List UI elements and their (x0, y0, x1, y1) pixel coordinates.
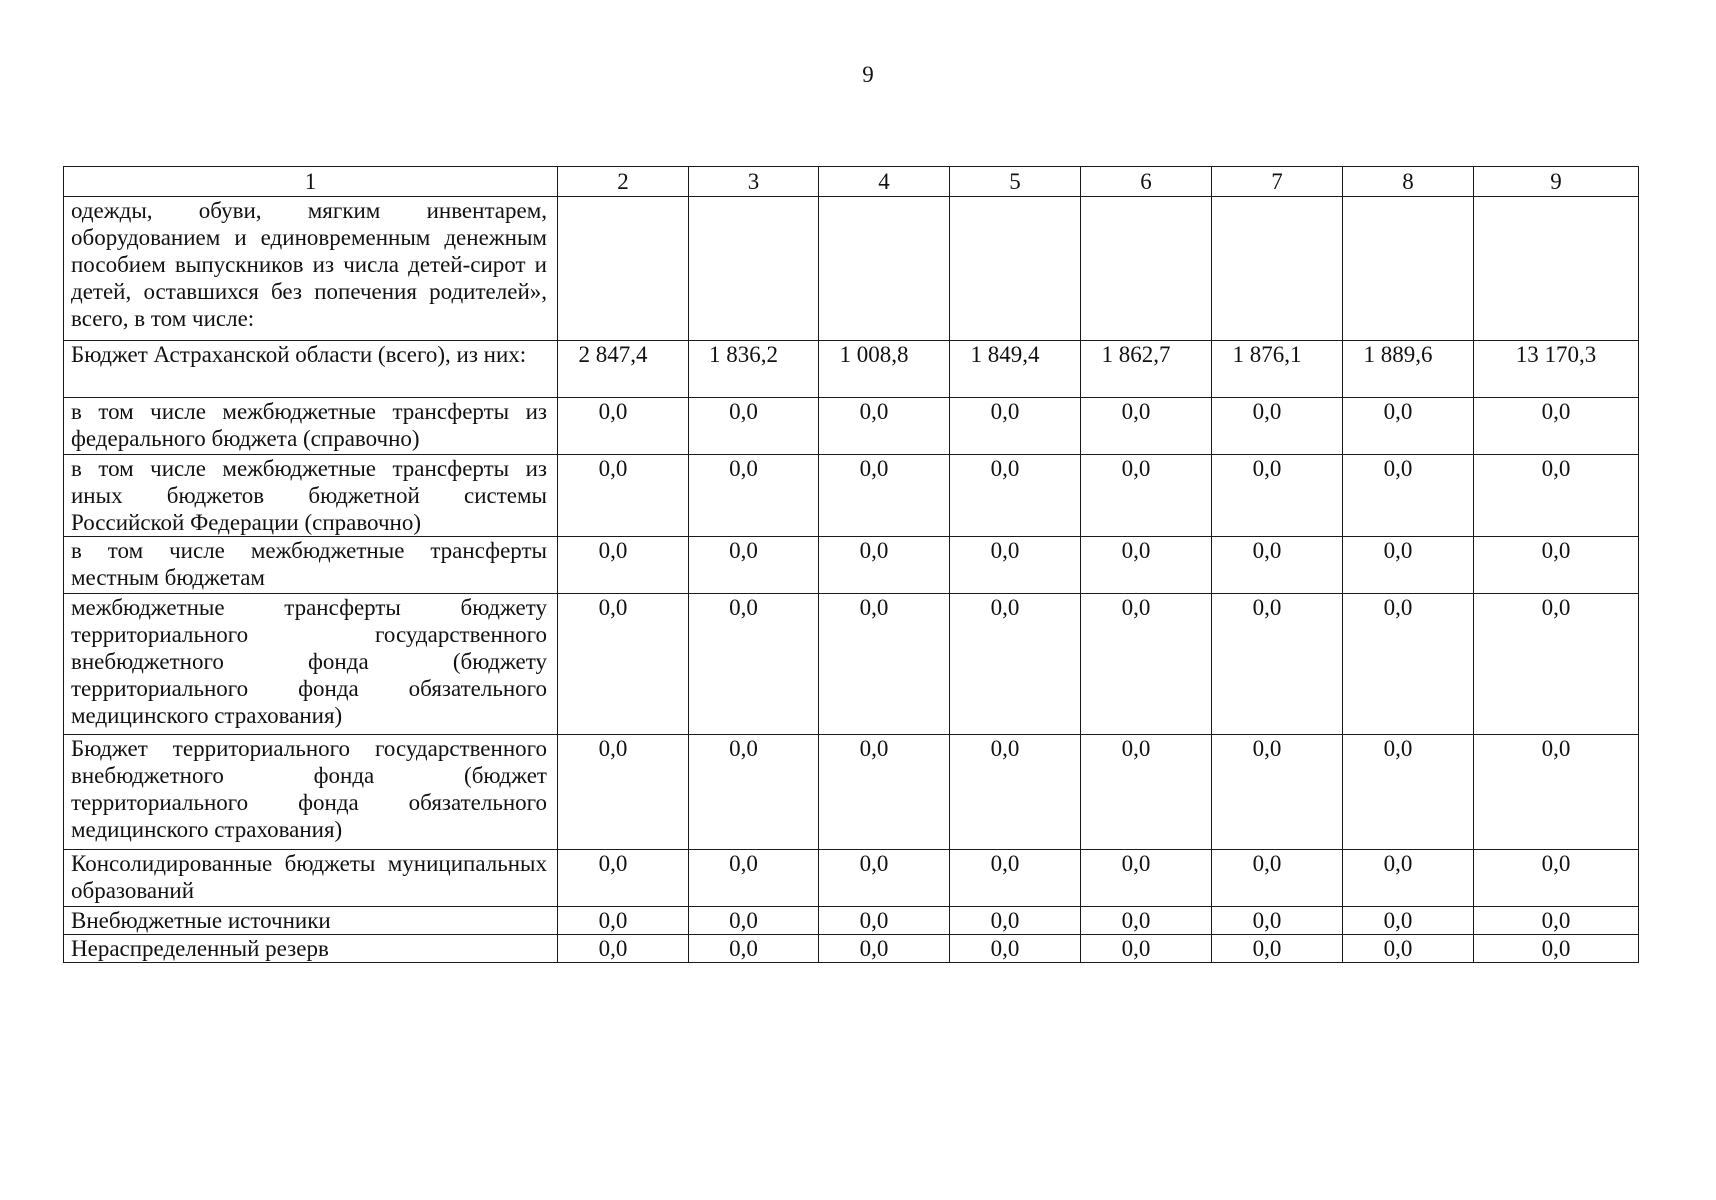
cell-value: 0,0 (990, 595, 1020, 620)
cell-value: 0,0 (598, 936, 628, 961)
cell-value: 0,0 (1541, 456, 1571, 481)
value-cell (689, 735, 819, 850)
cell-value: 0,0 (859, 595, 889, 620)
value-cell (558, 907, 689, 935)
value-cell (1081, 455, 1212, 537)
value-cell (950, 907, 1081, 935)
value-cell (950, 735, 1081, 850)
value-cell (819, 850, 950, 907)
cell-value: 0,0 (990, 851, 1020, 876)
column-number-header: 1 (64, 167, 558, 197)
cell-value: 0,0 (1541, 936, 1571, 961)
value-cell (1343, 594, 1474, 735)
cell-value: 0,0 (598, 851, 628, 876)
value-cell (1212, 907, 1343, 935)
value-cell (558, 398, 689, 455)
cell-value: 0,0 (990, 908, 1020, 933)
value-cell (1474, 935, 1639, 963)
value-cell (1212, 935, 1343, 963)
value-cell (558, 735, 689, 850)
page-number: 9 (862, 62, 874, 87)
cell-value: 0,0 (859, 399, 889, 424)
value-cell (1474, 594, 1639, 735)
column-number-header: 6 (1081, 167, 1212, 197)
row-label: одежды, обуви, мягким инвентарем, оборудованием и единовременным денежным пособием выпускников из числа детей-сирот и детей, оставшихся без попечения родителей», всего, в том числе: (64, 197, 558, 341)
value-cell (819, 341, 950, 398)
value-cell (1212, 341, 1343, 398)
value-cell (689, 935, 819, 963)
cell-value: 0,0 (598, 456, 628, 481)
cell-value: 1 889,6 (1363, 342, 1433, 367)
cell-value: 0,0 (729, 908, 758, 933)
value-cell (1343, 935, 1474, 963)
value-cell (1474, 398, 1639, 455)
value-cell (1212, 537, 1343, 594)
cell-value: 1 862,7 (1101, 342, 1171, 367)
cell-value: 0,0 (1121, 851, 1151, 876)
cell-value: 0,0 (1252, 595, 1282, 620)
value-cell (1212, 850, 1343, 907)
table-row (64, 341, 1639, 398)
value-cell (950, 594, 1081, 735)
value-cell (1474, 735, 1639, 850)
table-row (64, 594, 1639, 735)
cell-value: 0,0 (1541, 538, 1571, 563)
cell-value: 0,0 (1252, 399, 1282, 424)
column-number-header: 2 (558, 167, 689, 197)
cell-value: 0,0 (1252, 936, 1282, 961)
cell-value: 0,0 (729, 936, 758, 961)
column-number-header: 7 (1212, 167, 1343, 197)
cell-value: 0,0 (1121, 936, 1151, 961)
value-cell (1081, 850, 1212, 907)
cell-value: 1 836,2 (709, 342, 778, 367)
value-cell (689, 398, 819, 455)
cell-value: 0,0 (1252, 736, 1282, 761)
cell-value: 1 008,8 (839, 342, 909, 367)
cell-value: 0,0 (1541, 851, 1571, 876)
cell-value: 0,0 (1121, 736, 1151, 761)
budget-table (63, 166, 1639, 963)
value-cell (1343, 537, 1474, 594)
value-cell (1081, 735, 1212, 850)
cell-value: 0,0 (1252, 908, 1282, 933)
value-cell (1212, 398, 1343, 455)
value-cell (689, 907, 819, 935)
cell-value: 0,0 (990, 456, 1020, 481)
cell-value: 13 170,3 (1515, 342, 1597, 367)
column-number-header: 5 (950, 167, 1081, 197)
cell-value: 0,0 (859, 456, 889, 481)
cell-value: 0,0 (1383, 736, 1413, 761)
cell-value: 0,0 (1541, 399, 1571, 424)
value-cell (1474, 537, 1639, 594)
cell-value: 0,0 (1541, 595, 1571, 620)
table-row (64, 935, 1639, 963)
cell-value: 0,0 (1121, 538, 1151, 563)
value-cell (689, 341, 819, 398)
value-cell (819, 935, 950, 963)
column-number-header: 9 (1474, 167, 1639, 197)
row-label: Нераспределенный резерв (64, 935, 558, 963)
cell-value: 0,0 (1383, 908, 1413, 933)
cell-value: 0,0 (729, 851, 758, 876)
cell-value: 0,0 (1383, 399, 1413, 424)
value-cell (1081, 907, 1212, 935)
cell-value: 2 847,4 (578, 342, 648, 367)
value-cell (819, 594, 950, 735)
value-cell (950, 341, 1081, 398)
cell-value: 0,0 (1121, 456, 1151, 481)
cell-value: 0,0 (1252, 538, 1282, 563)
column-number-header-row (64, 167, 1639, 197)
row-label: Бюджет территориального государственного внебюджетного фонда (бюджет территориального фонда обязательного медицинского страхования) (64, 735, 558, 850)
table-row (64, 197, 1639, 341)
cell-value: 0,0 (1383, 456, 1413, 481)
column-number-header: 8 (1343, 167, 1474, 197)
value-cell (558, 197, 689, 341)
cell-value: 0,0 (598, 595, 628, 620)
value-cell (1343, 735, 1474, 850)
value-cell (1081, 935, 1212, 963)
cell-value: 0,0 (729, 595, 758, 620)
value-cell (1474, 455, 1639, 537)
value-cell (689, 197, 819, 341)
row-label: Бюджет Астраханской области (всего), из них: (64, 341, 558, 398)
value-cell (1081, 197, 1212, 341)
value-cell (1081, 537, 1212, 594)
cell-value: 0,0 (859, 538, 889, 563)
value-cell (689, 537, 819, 594)
cell-value: 1 849,4 (970, 342, 1040, 367)
value-cell (558, 537, 689, 594)
value-cell (819, 907, 950, 935)
value-cell (950, 197, 1081, 341)
value-cell (819, 197, 950, 341)
cell-value: 0,0 (729, 736, 758, 761)
value-cell (689, 594, 819, 735)
value-cell (1474, 907, 1639, 935)
value-cell (558, 935, 689, 963)
value-cell (558, 341, 689, 398)
value-cell (819, 735, 950, 850)
value-cell (819, 537, 950, 594)
row-label: Консолидированные бюджеты муниципальных образований (64, 850, 558, 907)
value-cell (1343, 455, 1474, 537)
value-cell (819, 398, 950, 455)
value-cell (1343, 197, 1474, 341)
value-cell (950, 398, 1081, 455)
value-cell (558, 594, 689, 735)
cell-value: 0,0 (990, 538, 1020, 563)
cell-value: 0,0 (990, 399, 1020, 424)
value-cell (1474, 850, 1639, 907)
value-cell (950, 935, 1081, 963)
value-cell (1343, 341, 1474, 398)
value-cell (689, 850, 819, 907)
value-cell (1343, 907, 1474, 935)
cell-value: 0,0 (859, 936, 889, 961)
cell-value: 0,0 (598, 908, 628, 933)
cell-value: 0,0 (1541, 908, 1571, 933)
cell-value: 0,0 (1121, 595, 1151, 620)
cell-value: 0,0 (729, 456, 758, 481)
cell-value: 0,0 (990, 736, 1020, 761)
value-cell (950, 850, 1081, 907)
column-number-header: 4 (819, 167, 950, 197)
value-cell (558, 455, 689, 537)
cell-value: 0,0 (990, 936, 1020, 961)
value-cell (558, 850, 689, 907)
value-cell (1212, 197, 1343, 341)
cell-value: 0,0 (598, 399, 628, 424)
table-row (64, 735, 1639, 850)
value-cell (1081, 398, 1212, 455)
cell-value: 0,0 (1252, 851, 1282, 876)
value-cell (1212, 455, 1343, 537)
cell-value: 0,0 (1383, 538, 1413, 563)
value-cell (689, 455, 819, 537)
cell-value: 0,0 (1541, 736, 1571, 761)
value-cell (950, 537, 1081, 594)
value-cell (1212, 735, 1343, 850)
cell-value: 0,0 (859, 736, 889, 761)
table-body (64, 167, 1639, 963)
column-number-header: 3 (689, 167, 819, 197)
cell-value: 0,0 (729, 399, 758, 424)
cell-value: 0,0 (1383, 851, 1413, 876)
cell-value: 0,0 (1121, 908, 1151, 933)
table-row (64, 455, 1639, 537)
value-cell (1343, 398, 1474, 455)
row-label: в том числе межбюджетные трансферты из иных бюджетов бюджетной системы Российской Федерации (справочно) (64, 455, 558, 537)
value-cell (1343, 850, 1474, 907)
table-row (64, 537, 1639, 594)
cell-value: 1 876,1 (1232, 342, 1302, 367)
value-cell (1474, 197, 1639, 341)
cell-value: 0,0 (1383, 936, 1413, 961)
value-cell (1081, 594, 1212, 735)
value-cell (950, 455, 1081, 537)
cell-value: 0,0 (1252, 456, 1282, 481)
row-label: в том числе межбюджетные трансферты из федерального бюджета (справочно) (64, 398, 558, 455)
cell-value: 0,0 (598, 736, 628, 761)
table-row (64, 850, 1639, 907)
cell-value: 0,0 (598, 538, 628, 563)
cell-value: 0,0 (1121, 399, 1151, 424)
cell-value: 0,0 (859, 851, 889, 876)
cell-value: 0,0 (729, 538, 758, 563)
table-row (64, 398, 1639, 455)
row-label: в том числе межбюджетные трансферты местным бюджетам (64, 537, 558, 594)
value-cell (1081, 341, 1212, 398)
value-cell (1212, 594, 1343, 735)
row-label: Внебюджетные источники (64, 907, 558, 935)
table-row (64, 907, 1639, 935)
value-cell (819, 455, 950, 537)
cell-value: 0,0 (1383, 595, 1413, 620)
value-cell (1474, 341, 1639, 398)
cell-value: 0,0 (859, 908, 889, 933)
row-label: межбюджетные трансферты бюджету территориального государственного внебюджетного фонда (бюджету территориального фонда обязательного медицинского страхования) (64, 594, 558, 735)
